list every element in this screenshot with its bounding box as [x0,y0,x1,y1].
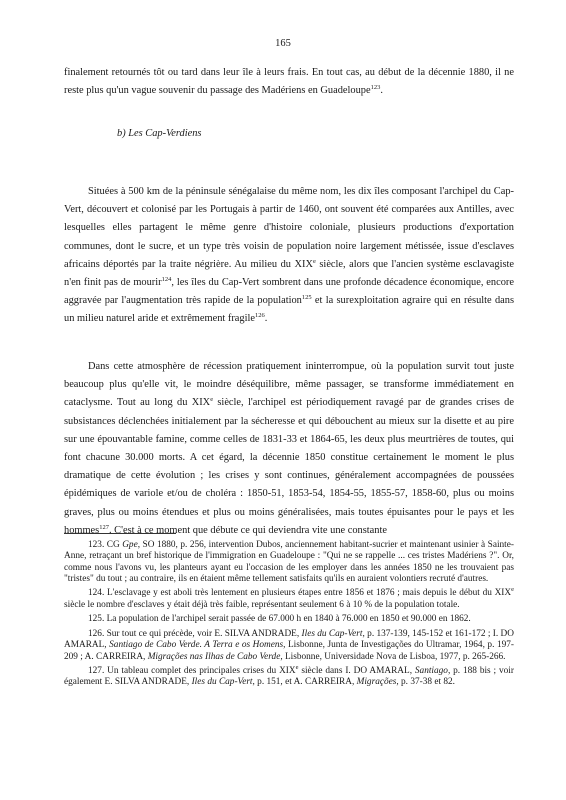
footnote-italic: Migrações [356,677,397,688]
paragraph-text: siècle, alors que l'ancien système esclavagiste n'en finit pas de mourir [64,258,514,289]
footnote-italic: Gpe [122,540,138,550]
footnote-text: , Lisbonne, Junta de Investigações do Ultramar, 1964, p. 197-209 ; A. CARREIRA, [64,640,514,662]
footnote-text: siècle dans I. DO AMARAL, [298,666,415,677]
footnote-ref-124[interactable]: 124 [161,276,172,284]
footnote-text: siècle le nombre d'esclaves y était déjà très faible, représentant seulement 6 à 10 % de la population totale. [64,599,460,610]
superscript-e: e [210,396,214,404]
footnote-text: 123. CG [88,540,123,550]
paragraph-text: et la surexploitation agraire qui en résulte dans un milieu naturel aride et extrêmement fragile [64,295,514,325]
footnote-italic: Iles du Cap-Vert [301,628,363,639]
page-number: 165 [275,38,291,49]
paragraph-text: . [380,85,383,97]
footnote-text: , p. 188 bis ; voir également E. SILVA ANDRADE, [64,666,514,688]
footnote-ref-127[interactable]: 127 [99,523,109,531]
footnote-italic: Iles du Cap-Vert [191,677,253,688]
footnote-italic: Migrações nas Ilhas de Cabo Verde [147,651,281,662]
footnote-123 [64,540,514,585]
section-heading: b) Les Cap-Verdiens [117,128,202,139]
footnote-125: 125. La population de l'archipel serait passée de 67.000 h en 1840 à 76.000 en 1850 et 90.000 en 1862. [88,614,471,625]
footnote-separator [64,533,176,534]
footnote-126 [64,629,514,663]
footnote-text: , p. 37-38 et 82. [396,677,455,688]
superscript-e: e [295,664,299,672]
footnote-ref-125[interactable]: 125 [301,294,312,302]
footnote-text: , Lisbonne, Universidade Nova de Lisboa, 1977, p. 265-266. [280,651,506,662]
footnote-ref-126[interactable]: 126 [255,312,265,320]
paragraph-cape-verde-intro [64,183,514,329]
paragraph-text: finalement retournés tôt ou tard dans leur île à leurs frais. En tout cas, au début de la décennie 1880, il ne reste plus qu'un vague souvenir du passage des Madériens en Guadeloupe [64,67,514,97]
footnote-text: 126. Sur tout ce qui précède, voir E. SILVA ANDRADE, [88,628,302,639]
footnote-text: , SO 1880, p. 256, intervention Dubos, anciennement habitant-sucrier et maintenant usinier à Sainte-Anne, retraçant un bref historique de l'immigration en Guadeloupe : "Qui ne se rappelle ... ces tristes Madériens ?". Or, comme nous l'avons vu, les planteurs ayant eu l'occasion de les employer dans les années 1850 ne les trouvaient pas "tristes" du tout ; au contraire, ils en étaient même tellement satisfaits qu'ils en auraient volontiers recruté d'autres. [64,540,514,584]
footnote-127 [64,666,514,689]
footnote-italic: Santiago [414,666,448,677]
footnote-ref-123[interactable]: 123 [370,84,381,92]
paragraph-text: , les îles du Cap-Vert sombrent dans une profonde décadence économique, encore aggravée par l'augmentation très rapide de la population [64,277,514,307]
paragraph-text: . C'est à ce moment que débute ce qui deviendra vite une constante [108,524,387,536]
paragraph-text: . [264,313,268,325]
footnote-text: , p. 137-139, 145-152 et 161-172 ; I. DO AMARAL, [64,628,514,651]
footnotes [64,540,514,692]
superscript-e: e [511,586,514,594]
paragraph-madeirans-conclusion [64,64,514,100]
footnote-italic: Santiago de Cabo Verde. A Terra e os Homens [109,640,284,651]
superscript-e: e [312,257,316,265]
footnote-text: 127. Un tableau complet des principales crises du XIX [88,666,296,677]
footnote-124 [64,588,514,611]
footnote-text: 124. L'esclavage y est aboli très lentement en plusieurs étapes entre 1856 et 1876 ; mais depuis le début du XIX [88,588,512,599]
paragraph-crises [64,358,514,540]
paragraph-text: Situées à 500 km de la péninsule sénégalaise du même nom, les dix îles composant l'archipel du Cap-Vert, découvert et colonisé par les Portugais à partir de 1460, ont souvent été comparées aux Antilles, avec lesquelles elles partagent le même genre d'histoire coloniale, plusieurs productions d'exportation communes, dont le sucre, et un type très voisin de population noire largement métissée, issue d'esclaves africains déportés par la traite négrière. Au milieu du XIX [64,186,514,270]
paragraph-text: siècle, l'archipel est périodiquement ravagé par de grandes crises de subsistances déclenchées initialement par la sécheresse et qui débouchent au mieux sur la disette et au pire sur une épouvantable famine, comme celles de 1831-33 et 1864-65, les deux plus meurtrières de toutes, qui font chacune 30.000 morts. A cet égard, la décennie 1850 constitue certainement le moment le plus dramatique de cette évolution ; les crises y sont continues, généralement accompagnées de poussées épidémiques de variole et/ou de choléra : 1850-51, 1853-54, 1854-55, 1855-57, 1858-60, plus ou moins graves, plus ou moins étendues et plus ou moins généralisées, mais toutes épuisantes pour le pays et les hommes [64,397,514,536]
footnote-text: , p. 151, et A. CARREIRA, [252,677,357,688]
paragraph-text: Dans cette atmosphère de récession pratiquement ininterrompue, où la population survit tout juste beaucoup plus qu'elle vit, le moindre déséquilibre, même passager, se transforme immédiatement en cataclysme. Tout au long du XIX [64,361,514,409]
